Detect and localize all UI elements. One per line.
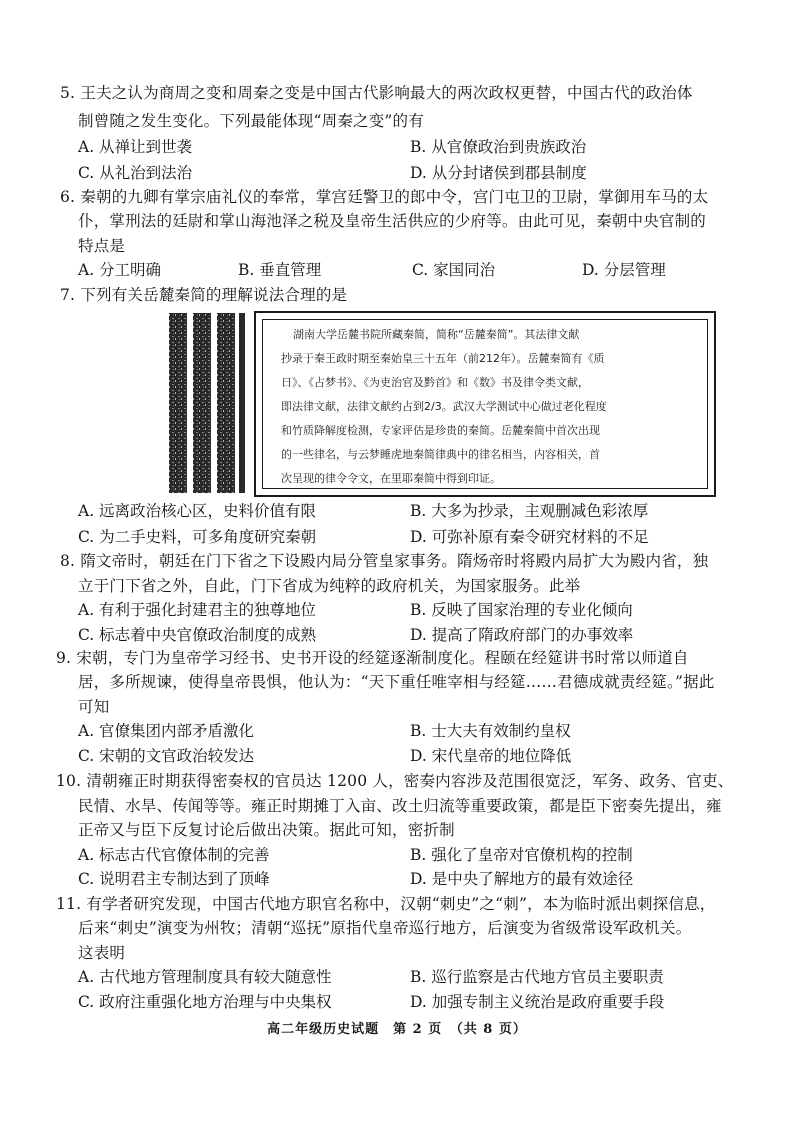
q8-option-b: B. 反映了国家治理的专业化倾向 — [410, 601, 633, 619]
q6-stem-line2: 仆，掌刑法的廷尉和掌山海池泽之税及皇帝生活供应的少府等。由此可见，秦朝中央官制的 — [78, 212, 707, 230]
q6-option-d: D. 分层管理 — [582, 261, 666, 279]
q8-option-c: C. 标志着中央官僚政治制度的成熟 — [78, 626, 317, 644]
q11-option-b: B. 巡行监察是古代地方官员主要职责 — [410, 968, 664, 986]
q11-option-a: A. 古代地方管理制度具有较大随意性 — [78, 968, 332, 986]
q6-option-b: B. 垂直管理 — [238, 261, 322, 279]
q6-stem-line1: 6. 秦朝的九卿有掌宗庙礼仪的奉常，掌宫廷警卫的郎中令，宫门屯卫的卫尉，掌御用车马的太 — [60, 188, 709, 206]
q8-option-d: D. 提高了隋政府部门的办事效率 — [410, 626, 634, 644]
q9-stem-line2: 居，多所规谏，使得皇帝畏惧，他认为：“天下重任唯宰相与经筵……君德成就责经筵。”据此 — [78, 673, 715, 691]
q11-stem-line2: 后来“刺史”演变为州牧；清朝“巡抚”原指代皇帝巡行地方，后演变为省级常设军政机关。 — [78, 919, 692, 937]
q7-stem: 7. 下列有关岳麓秦简的理解说法合理的是 — [60, 286, 348, 304]
bamboo-slips-image — [165, 311, 250, 497]
q6-option-a: A. 分工明确 — [78, 261, 162, 279]
q7-option-a: A. 远离政治核心区，史料价值有限 — [78, 502, 317, 520]
q5-option-d: D. 从分封诸侯到郡县制度 — [410, 164, 587, 182]
q11-stem-line1: 11. 有学者研究发现，中国古代地方职官名称中，汉朝“刺史”之“刺”，本为临时派出刺探信息， — [56, 895, 716, 913]
q8-stem-line2: 立于门下省之外，自此，门下省成为纯粹的政府机关，为国家服务。此举 — [78, 577, 581, 595]
q9-option-c: C. 宋朝的文官政治较发达 — [78, 747, 255, 765]
page-footer: 高二年级历史试题 第 2 页 （共 8 页） — [267, 1022, 527, 1037]
q7-passage-line: 即法律文献，法律文献约占到2/3。武汉大学测试中心做过老化程度 — [281, 400, 607, 413]
q6-option-c: C. 家国同治 — [412, 261, 496, 279]
q7-option-b: B. 大多为抄录，主观删减色彩浓厚 — [410, 502, 649, 520]
q7-passage-line: 日》、《占梦书》、《为吏治官及黔首》和《数》书及律令类文献， — [281, 376, 589, 389]
q5-option-a: A. 从禅让到世袭 — [78, 138, 193, 156]
q11-option-d: D. 加强专制主义统治是政府重要手段 — [410, 993, 665, 1011]
q7-passage-box — [254, 311, 716, 497]
q8-stem-line1: 8. 隋文帝时，朝廷在门下省之下设殿内局分管皇家事务。隋炀帝时将殿内局扩大为殿内省，独 — [60, 552, 709, 570]
q5-stem-line2: 制曾随之发生变化。下列最能体现“周秦之变”的有 — [78, 112, 424, 130]
q9-stem-line1: 9. 宋朝，专门为皇帝学习经书、史书开设的经筵逐渐制度化。程颐在经筵讲书时常以师道自 — [56, 649, 689, 667]
q11-stem-line3: 这表明 — [78, 944, 126, 962]
q10-stem-line1: 10. 清朝雍正时期获得密奏权的官员达 1200 人，密奏内容涉及范围很宽泛，军务、政务、官吏、 — [56, 772, 734, 790]
q10-option-a: A. 标志古代官僚体制的完善 — [78, 846, 270, 864]
q7-passage-line: 湖南大学岳麓书院所藏秦简，简称“岳麓秦简”。其法律文献 — [293, 328, 580, 341]
q5-option-b: B. 从官僚政治到贵族政治 — [410, 138, 587, 156]
q10-option-b: B. 强化了皇帝对官僚机构的控制 — [410, 846, 633, 864]
q7-option-c: C. 为二手史料，可多角度研究秦朝 — [78, 528, 317, 546]
q9-option-b: B. 士大夫有效制约皇权 — [410, 722, 571, 740]
q7-passage-line: 抄录于秦王政时期至秦始皇三十五年（前212年）。岳麓秦简有《质 — [281, 352, 605, 365]
q8-option-a: A. 有利于强化封建君主的独尊地位 — [78, 601, 317, 619]
q7-passage-inner — [262, 319, 708, 489]
q10-stem-line3: 正帝又与臣下反复讨论后做出决策。据此可知，密折制 — [78, 821, 455, 839]
q7-passage-line: 次呈现的律令令文，在里耶秦简中得到印证。 — [281, 472, 501, 485]
q9-option-d: D. 宋代皇帝的地位降低 — [410, 747, 572, 765]
q7-passage-line: 的一些律名，与云梦睡虎地秦简律典中的律名相当，内容相关，首 — [281, 448, 600, 461]
q9-option-a: A. 官僚集团内部矛盾激化 — [78, 722, 255, 740]
q10-stem-line2: 民情、水旱、传闻等等。雍正时期摊丁入亩、改土归流等重要政策，都是臣下密奏先提出，雍 — [78, 797, 722, 815]
q9-stem-line3: 可知 — [78, 698, 110, 716]
q5-option-c: C. 从礼治到法治 — [78, 164, 193, 182]
q5-stem-line1: 5. 王夫之认为商周之变和周秦之变是中国古代影响最大的两次政权更替，中国古代的政治体 — [60, 84, 693, 102]
q7-option-d: D. 可弥补原有秦令研究材料的不足 — [410, 528, 649, 546]
q11-option-c: C. 政府注重强化地方治理与中央集权 — [78, 993, 332, 1011]
q6-stem-line3: 特点是 — [78, 237, 126, 255]
q10-option-d: D. 是中央了解地方的最有效途径 — [410, 870, 634, 888]
q7-passage-line: 和竹质降解度检测，专家评估是珍贵的秦简。岳麓秦简中首次出现 — [281, 424, 600, 437]
q10-option-c: C. 说明君主专制达到了顶峰 — [78, 870, 270, 888]
